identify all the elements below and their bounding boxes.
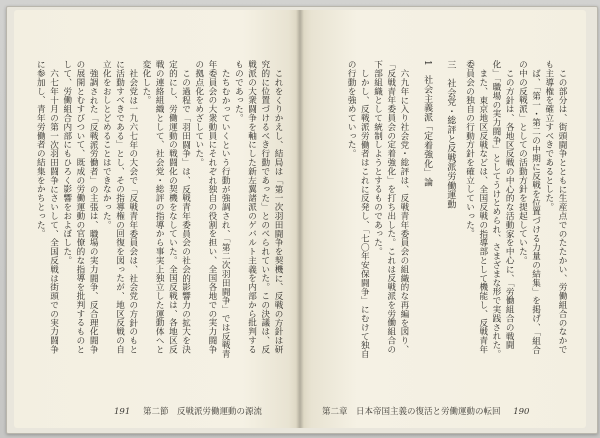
left-paragraph: 社会党は一九六七年の大会で「反戦青年委員会は、社会党の方針のもとに活動すべきである」とし、その指導権の回復を図ったが、地区反戦の自立化をおしとどめることはできなかった。 <box>101 60 138 354</box>
left-running-head: 第二節 反戦派労働運動の源流 <box>142 407 262 417</box>
left-paragraph: 六七年十月の第一次羽田闘争にさいして、全国反戦は街頭での実力闘争に参加し、青年労働者の結集をかちとった。 <box>35 60 59 354</box>
left-page-number: 191 <box>114 407 131 417</box>
left-paragraph: この過程で「羽田闘争」は、反戦青年委員会の社会的影響力の拡大を決定的にし、労働運動の戦闘化の契機をなしていた。全国反戦は、各地区反戦の連絡組織として、社会党・総評の指導から事実上独立した運動体へと変化した。 <box>140 60 191 354</box>
right-paragraph: しかし、反戦派労働者はこれに反発し、「七〇年安保闘争」にむけて独自の行動を強めていった。 <box>346 60 370 358</box>
left-page-body <box>35 60 284 360</box>
right-paragraph: この部分は、街頭闘争とともに生産点でのたたかい、労働組合のなかでも主導権を確立すべきであるとした。 <box>543 60 567 354</box>
left-page <box>14 10 300 428</box>
right-page <box>300 10 586 428</box>
right-paragraph: ば、「第一・第二の中期に反戦を位置づける力量の結集」を掲げ、「組合の中の反戦派」としての活動方針を提起していた。 <box>517 60 541 354</box>
right-running-head: 第二章 日本帝国主義の復活と労働運動の転回 <box>322 407 501 417</box>
subsection-heading: 1 社会主義派「定着強化」論 <box>422 60 433 187</box>
section-heading: 三 社会党・総評と反戦派労働運動 <box>445 60 456 209</box>
right-paragraph: 六九年に入り社会党・総評は、反戦青年委員会の組織的な再編を図り、「反戦青年委員会の定着強化」を打ち出した。これは反戦派を労働組合の下部組織として統制しようとするものであった。 <box>372 60 409 354</box>
right-page-footer <box>322 405 529 417</box>
right-page-body <box>322 60 568 360</box>
right-paragraph: この方針は、各地区反戦の中心的な活動家を中心に、「労働組合の戦闘化」「職場の実力闘争」としてうけとめられ、さまざまな形で実践された。 <box>490 60 515 359</box>
left-paragraph: たちむかっていくという行動が強調され、「第二次羽田闘争」では反戦青年委員会の大衆動員にそれぞれ独自の役割を担い、全国各地での実力闘争の拠点化をめざしていた。 <box>193 60 231 358</box>
left-paragraph: これをくりかえし、結局は「第一次羽田闘争を契機に、反戦の方針は研究的に位置づけるべき行動であった」とのべられていた。この決議は、反戦派の大衆闘争を軸にした新左翼諸派のゲバルト主義を内部から批判するものであった。 <box>233 60 283 354</box>
left-paragraph: 強調された「反戦派労働者」の主張は、職場の実力闘争、反合理化闘争の展開とむすびついて、既成の労働運動の官僚的な指導を批判するものとして、労働組合内部にもひろく影響をおよぼした。 <box>61 60 99 354</box>
book-gutter <box>296 10 304 428</box>
left-page-footer <box>114 405 262 417</box>
right-paragraph: また、東京地区反戦などは、全国反戦の指導部として機能し、反戦青年委員会の独自の行動方針を確立していった。 <box>464 60 488 354</box>
right-page-number: 190 <box>513 407 530 417</box>
